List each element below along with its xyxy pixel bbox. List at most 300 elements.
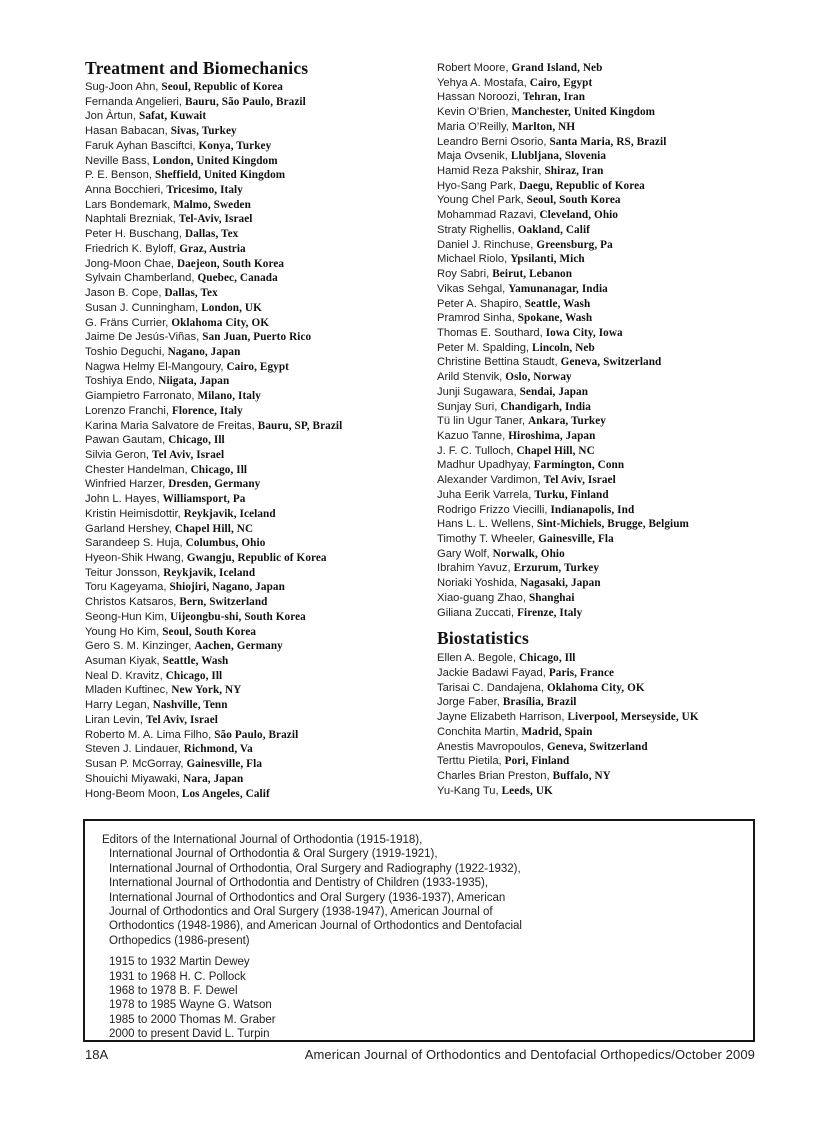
member-name: Fernanda Angelieri, <box>85 95 183 108</box>
member-place: Oslo, Norway <box>505 371 572 384</box>
member-place: Shanghai <box>528 591 575 604</box>
member-place: Santa Maria, RS, Brazil <box>549 135 667 148</box>
member-entry <box>85 787 435 802</box>
member-place: Reykjavik, Iceland <box>163 566 256 579</box>
history-line: Orthodontics (1948-1986), and American Journal of Orthodontics and Dentofacial <box>109 920 522 933</box>
member-place: Manchester, United Kingdom <box>511 106 656 119</box>
member-name: Lars Bondemark, <box>85 198 171 211</box>
member-entry <box>85 124 435 139</box>
member-entry <box>437 341 807 356</box>
member-place: Norwalk, Ohio <box>492 547 565 560</box>
member-entry <box>437 326 807 341</box>
member-entry <box>85 316 435 331</box>
member-name: Peter A. Shapiro, <box>437 297 522 310</box>
member-place: Seoul, South Korea <box>526 194 621 207</box>
member-place: Quebec, Canada <box>197 272 278 285</box>
member-place: Ypsilanti, Mich <box>510 253 585 266</box>
page-number: 18A <box>85 1047 109 1062</box>
member-entry <box>85 654 435 669</box>
member-place: Seoul, South Korea <box>162 625 257 638</box>
member-name: Christos Katsaros, <box>85 596 177 609</box>
member-entry <box>437 90 807 105</box>
member-entry <box>437 252 807 267</box>
member-name: Winfried Harzer, <box>85 478 166 491</box>
member-name: Arild Stenvik, <box>437 371 503 384</box>
member-place: Llubljana, Slovenia <box>510 150 607 163</box>
member-place: Daegu, Republic of Korea <box>518 179 645 192</box>
member-place: Grand Island, Neb <box>511 62 603 74</box>
member-name: Jaime De Jesús-Viñas, <box>85 331 200 344</box>
member-entry <box>85 713 435 728</box>
member-entry <box>437 444 807 459</box>
member-place: Bauru, SP, Brazil <box>257 419 343 432</box>
member-name: Timothy T. Wheeler, <box>437 533 536 545</box>
member-entry <box>85 683 435 698</box>
member-name: Ibrahim Yavuz, <box>437 562 511 575</box>
member-place: São Paulo, Brazil <box>214 728 299 741</box>
member-entry <box>85 389 435 404</box>
member-name: Rodrigo Frizzo Viecilli, <box>437 503 548 516</box>
member-place: Dresden, Germany <box>168 478 261 491</box>
member-entry <box>437 532 807 547</box>
member-name: Neal D. Kravitz, <box>85 669 163 682</box>
member-place: Chicago, Ill <box>165 669 223 682</box>
member-name: J. F. C. Tulloch, <box>437 444 514 457</box>
member-entry <box>437 429 807 444</box>
member-entry <box>437 547 807 562</box>
member-name: Thomas E. Southard, <box>437 326 543 339</box>
member-entry <box>85 212 435 227</box>
member-name: Michael Riolo, <box>437 253 508 266</box>
member-entry <box>85 95 435 110</box>
member-name: Teitur Jonsson, <box>85 566 161 579</box>
member-name: Giampietro Farronato, <box>85 390 195 403</box>
member-name: Jong-Moon Chae, <box>85 257 174 270</box>
history-line: Journal of Orthodontics and Oral Surgery (1938-1947), American Journal of <box>109 906 493 919</box>
member-name: Jackie Badawi Fayad, <box>437 667 546 680</box>
member-entry <box>85 80 435 95</box>
member-entry <box>85 595 435 610</box>
member-entry <box>85 625 435 640</box>
member-name: Jon Àrtun, <box>85 110 136 123</box>
member-place: Chandigarh, India <box>500 400 591 413</box>
member-place: Dallas, Tex <box>164 287 218 300</box>
member-place: Erzurum, Turkey <box>513 562 600 575</box>
editor-tenure-line: 1968 to 1978 B. F. Dewel <box>109 985 238 998</box>
member-name: Yu-Kang Tu, <box>437 784 499 797</box>
member-place: Chicago, Ill <box>519 652 576 665</box>
member-name: Young Ho Kim, <box>85 625 160 638</box>
member-entry <box>437 311 807 326</box>
journal-history-box <box>83 819 755 1042</box>
member-place: Oklahoma City, OK <box>546 681 645 694</box>
member-place: Nagano, Japan <box>167 345 241 358</box>
member-entry <box>85 183 435 198</box>
member-entry <box>437 61 807 76</box>
member-place: Los Angeles, Calif <box>181 787 270 800</box>
member-name: Kristin Heimisdottir, <box>85 507 181 520</box>
member-name: Silvia Geron, <box>85 448 150 461</box>
member-entry <box>437 769 807 784</box>
member-name: Harry Legan, <box>85 699 150 712</box>
member-entry <box>85 271 435 286</box>
treatment-members-list-continued <box>437 61 807 620</box>
member-entry <box>85 198 435 213</box>
member-place: Iowa City, Iowa <box>545 326 623 339</box>
member-entry <box>437 238 807 253</box>
member-place: Paris, France <box>548 667 615 680</box>
member-place: Leeds, UK <box>501 784 553 797</box>
member-place: Aachen, Germany <box>194 640 283 653</box>
member-entry <box>85 772 435 787</box>
member-place: Columbus, Ohio <box>185 537 266 550</box>
member-entry <box>85 433 435 448</box>
right-column <box>437 61 807 799</box>
member-name: Hyeon-Shik Hwang, <box>85 552 184 564</box>
left-column <box>85 59 435 801</box>
member-entry <box>437 666 807 681</box>
member-entry <box>437 400 807 415</box>
member-name: John L. Hayes, <box>85 493 160 506</box>
member-name: Giliana Zuccati, <box>437 606 515 619</box>
member-place: Sendai, Japan <box>519 385 589 398</box>
member-entry <box>437 651 807 666</box>
member-place: Oklahoma City, OK <box>171 316 270 329</box>
member-place: Florence, Italy <box>171 404 243 417</box>
member-entry <box>85 404 435 419</box>
member-entry <box>437 576 807 591</box>
journal-history-paragraph <box>102 833 743 948</box>
member-entry <box>85 154 435 169</box>
member-name: Mladen Kuftinec, <box>85 684 169 697</box>
member-place: Tel Aviv, Israel <box>145 713 218 726</box>
member-entry <box>437 267 807 282</box>
member-entry <box>85 757 435 772</box>
member-place: Oakland, Calif <box>517 223 590 236</box>
member-place: Turku, Finland <box>534 488 609 501</box>
member-entry <box>437 414 807 429</box>
member-name: Kevin O’Brien, <box>437 106 509 119</box>
member-entry <box>85 227 435 242</box>
member-entry <box>437 135 807 150</box>
member-name: Faruk Ayhan Basciftci, <box>85 139 196 152</box>
member-place: Gainesville, Fla <box>186 758 263 771</box>
member-name: Tü lin Ugur Taner, <box>437 415 526 428</box>
member-name: Pawan Gautam, <box>85 434 166 447</box>
treatment-members-list <box>85 80 435 801</box>
member-place: Sheffield, United Kingdom <box>154 169 286 182</box>
member-place: Greensburg, Pa <box>536 238 613 251</box>
member-entry <box>85 536 435 551</box>
member-place: Bauru, São Paulo, Brazil <box>185 95 306 108</box>
member-place: Chapel Hill, NC <box>174 522 254 535</box>
member-name: Yehya A. Mostafa, <box>437 76 527 89</box>
member-name: Tarisai C. Dandajena, <box>437 681 544 694</box>
member-entry <box>85 580 435 595</box>
member-place: Madrid, Spain <box>521 725 593 738</box>
member-place: Gwangju, Republic of Korea <box>186 552 327 564</box>
member-entry <box>85 669 435 684</box>
member-name: Mohammad Razavi, <box>437 209 537 222</box>
member-place: Seattle, Wash <box>162 655 229 668</box>
past-editors-list <box>102 955 743 1041</box>
member-name: Hamid Reza Pakshir, <box>437 165 542 178</box>
member-place: Chapel Hill, NC <box>516 444 595 457</box>
member-place: Nashville, Tenn <box>152 699 228 712</box>
biostatistics-members-list <box>437 651 807 798</box>
member-entry <box>85 242 435 257</box>
member-place: Milano, Italy <box>197 390 261 403</box>
member-place: Beirut, Lebanon <box>492 268 573 281</box>
member-entry <box>437 606 807 621</box>
member-place: Shiojiri, Nagano, Japan <box>169 581 285 594</box>
member-name: G. Fräns Currier, <box>85 316 169 329</box>
member-place: Malmo, Sweden <box>173 198 251 211</box>
editor-tenure-line: 1978 to 1985 Wayne G. Watson <box>109 999 272 1012</box>
member-name: Naphtali Brezniak, <box>85 213 176 226</box>
member-name: Asuman Kiyak, <box>85 655 160 668</box>
member-name: Neville Bass, <box>85 154 150 167</box>
member-entry <box>437 740 807 755</box>
member-name: Roy Sabri, <box>437 268 490 281</box>
member-name: Jorge Faber, <box>437 696 500 709</box>
member-entry <box>437 517 807 532</box>
member-entry <box>85 168 435 183</box>
member-name: Liran Levin, <box>85 713 143 726</box>
member-entry <box>85 566 435 581</box>
history-line: Editors of the International Journal of Orthodontia (1915-1918), <box>102 834 423 846</box>
member-name: Hong-Beom Moon, <box>85 787 179 800</box>
member-place: Brasília, Brazil <box>502 696 577 709</box>
member-name: Alexander Vardimon, <box>437 474 541 487</box>
member-place: Buffalo, NY <box>552 770 611 783</box>
member-name: Hans L. L. Wellens, <box>437 518 534 531</box>
member-entry <box>85 507 435 522</box>
member-name: Karina Maria Salvatore de Freitas, <box>85 419 255 432</box>
history-line: International Journal of Orthodontia, Oral Surgery and Radiography (1922-1932), <box>109 862 521 875</box>
member-place: Spokane, Wash <box>517 312 593 325</box>
member-entry <box>437 193 807 208</box>
member-place: Nara, Japan <box>183 772 244 785</box>
member-entry <box>85 286 435 301</box>
member-entry <box>85 698 435 713</box>
member-entry <box>85 742 435 757</box>
member-name: Anna Bocchieri, <box>85 184 164 197</box>
member-place: Sint-Michiels, Brugge, Belgium <box>536 518 689 531</box>
member-name: Sarandeep S. Huja, <box>85 537 183 550</box>
member-entry <box>437 149 807 164</box>
member-entry <box>85 522 435 537</box>
member-entry <box>85 477 435 492</box>
member-place: Bern, Switzerland <box>179 596 268 609</box>
member-name: Toru Kageyama, <box>85 581 167 594</box>
member-name: Friedrich K. Byloff, <box>85 242 177 255</box>
member-place: Reykjavik, Iceland <box>183 507 276 520</box>
member-entry <box>437 282 807 297</box>
member-name: Charles Brian Preston, <box>437 770 550 783</box>
member-name: Maja Ovsenik, <box>437 150 508 163</box>
member-place: San Juan, Puerto Rico <box>202 331 312 344</box>
member-name: Gero S. M. Kinzinger, <box>85 640 192 653</box>
member-entry <box>85 345 435 360</box>
member-name: Chester Handelman, <box>85 463 188 476</box>
member-name: Susan J. Cunningham, <box>85 301 199 314</box>
member-place: Seoul, Republic of Korea <box>161 81 283 93</box>
member-name: Juha Eerik Varrela, <box>437 488 532 501</box>
member-place: Tricesimo, Italy <box>166 184 243 197</box>
member-place: Marlton, NH <box>511 120 576 133</box>
section-heading-treatment-and-biomechanics: Treatment and Biomechanics <box>85 58 309 78</box>
member-name: Ellen A. Begole, <box>437 652 516 665</box>
member-name: Robert Moore, <box>437 62 509 74</box>
member-entry <box>437 473 807 488</box>
member-name: Conchita Martin, <box>437 725 519 738</box>
member-name: Leandro Berni Osorio, <box>437 135 547 148</box>
history-line: Orthopedics (1986-present) <box>109 934 250 947</box>
member-entry <box>437 164 807 179</box>
member-entry <box>437 695 807 710</box>
member-place: Niigata, Japan <box>158 375 230 388</box>
member-place: Farmington, Conn <box>533 459 625 472</box>
member-name: Gary Wolf, <box>437 547 490 560</box>
member-name: Peter M. Spalding, <box>437 341 530 354</box>
member-place: Ankara, Turkey <box>528 415 606 428</box>
member-place: Firenze, Italy <box>517 606 583 619</box>
member-place: Cleveland, Ohio <box>539 209 619 222</box>
member-name: Sylvain Chamberland, <box>85 272 195 285</box>
member-place: Nagasaki, Japan <box>520 577 601 590</box>
member-place: Gainesville, Fla <box>538 533 614 545</box>
editor-tenure-line: 2000 to present David L. Turpin <box>109 1028 270 1041</box>
member-place: Tel Aviv, Israel <box>152 448 225 461</box>
editor-tenure-line: 1915 to 1932 Martin Dewey <box>109 956 250 969</box>
member-place: Seattle, Wash <box>524 297 591 310</box>
editor-tenure-line: 1985 to 2000 Thomas M. Graber <box>109 1013 276 1026</box>
member-entry <box>85 257 435 272</box>
member-place: Tel-Aviv, Israel <box>178 213 253 226</box>
member-place: Cairo, Egypt <box>529 76 593 89</box>
member-name: Garland Hershey, <box>85 522 172 535</box>
history-line: International Journal of Orthodontics and Oral Surgery (1936-1937), American <box>109 891 506 904</box>
member-entry <box>437 120 807 135</box>
member-entry <box>85 463 435 478</box>
member-name: Sunjay Suri, <box>437 400 498 413</box>
member-place: Sivas, Turkey <box>170 125 237 138</box>
member-name: Susan P. McGorray, <box>85 758 184 771</box>
member-entry <box>437 488 807 503</box>
member-entry <box>85 419 435 434</box>
member-name: Straty Righellis, <box>437 223 515 236</box>
member-entry <box>437 105 807 120</box>
member-name: Jason B. Cope, <box>85 287 162 300</box>
member-name: Steven J. Lindauer, <box>85 743 181 756</box>
member-name: Anestis Mavropoulos, <box>437 740 544 753</box>
member-place: Yamunanagar, India <box>508 282 608 295</box>
member-name: Nagwa Helmy El-Mangoury, <box>85 360 224 373</box>
member-name: Maria O’Reilly, <box>437 120 509 133</box>
member-place: Graz, Austria <box>179 242 246 255</box>
member-place: Konya, Turkey <box>198 139 272 152</box>
member-entry <box>437 385 807 400</box>
member-name: Jayne Elizabeth Harrison, <box>437 711 565 724</box>
member-entry <box>437 754 807 769</box>
member-entry <box>85 330 435 345</box>
member-entry <box>85 109 435 124</box>
member-entry <box>437 223 807 238</box>
member-name: Roberto M. A. Lima Filho, <box>85 728 212 741</box>
member-place: Geneva, Switzerland <box>560 356 662 369</box>
member-place: Tel Aviv, Israel <box>543 474 616 487</box>
member-entry <box>85 728 435 743</box>
member-name: Kazuo Tanne, <box>437 429 506 442</box>
member-name: Madhur Upadhyay, <box>437 459 531 472</box>
member-place: Pori, Finland <box>504 755 570 768</box>
member-name: Terttu Pietila, <box>437 755 502 768</box>
member-place: Lincoln, Neb <box>532 341 595 354</box>
member-place: London, UK <box>201 301 262 314</box>
member-name: Peter H. Buschang, <box>85 228 183 241</box>
editor-tenure-line: 1931 to 1968 H. C. Pollock <box>109 970 246 983</box>
member-name: Noriaki Yoshida, <box>437 577 518 590</box>
member-name: Hasan Babacan, <box>85 125 168 138</box>
member-entry <box>437 297 807 312</box>
member-name: Young Chel Park, <box>437 194 524 207</box>
member-entry <box>437 725 807 740</box>
member-name: Daniel J. Rinchuse, <box>437 238 534 251</box>
member-entry <box>85 374 435 389</box>
section-heading-biostatistics: Biostatistics <box>437 628 530 649</box>
member-name: Sug-Joon Ahn, <box>85 81 159 93</box>
member-name: Christine Bettina Staudt, <box>437 356 558 369</box>
member-name: Lorenzo Franchi, <box>85 404 169 417</box>
member-entry <box>437 681 807 696</box>
member-entry <box>437 76 807 91</box>
member-entry <box>85 448 435 463</box>
member-place: Indianapolis, Ind <box>550 503 635 516</box>
member-place: Hiroshima, Japan <box>508 429 596 442</box>
member-name: P. E. Benson, <box>85 169 152 182</box>
member-place: Chicago, Ill <box>168 434 225 447</box>
member-entry <box>437 784 807 799</box>
member-place: London, United Kingdom <box>152 154 278 167</box>
member-entry <box>85 139 435 154</box>
member-name: Hyo-Sang Park, <box>437 179 516 192</box>
member-entry <box>85 610 435 625</box>
member-entry <box>437 179 807 194</box>
member-name: Vikas Sehgal, <box>437 282 506 295</box>
member-place: Geneva, Switzerland <box>546 740 648 753</box>
member-entry <box>437 710 807 725</box>
member-name: Hassan Noroozi, <box>437 91 520 104</box>
member-entry <box>437 458 807 473</box>
page-footer <box>85 1047 755 1062</box>
member-place: Dallas, Tex <box>185 228 239 241</box>
member-place: Liverpool, Merseyside, UK <box>567 711 699 724</box>
history-line: International Journal of Orthodontia & Oral Surgery (1919-1921), <box>109 848 438 861</box>
member-entry <box>437 370 807 385</box>
member-entry <box>437 591 807 606</box>
member-place: Daejeon, South Korea <box>176 257 285 270</box>
member-name: Junji Sugawara, <box>437 385 517 398</box>
member-name: Toshiya Endo, <box>85 375 156 388</box>
member-place: Richmond, Va <box>183 743 253 756</box>
member-place: Safat, Kuwait <box>139 110 207 123</box>
member-entry <box>437 503 807 518</box>
member-place: Shiraz, Iran <box>544 165 604 178</box>
member-entry <box>85 360 435 375</box>
member-entry <box>85 639 435 654</box>
journal-title-footer: American Journal of Orthodontics and Dentofacial Orthopedics/October 2009 <box>304 1047 755 1062</box>
